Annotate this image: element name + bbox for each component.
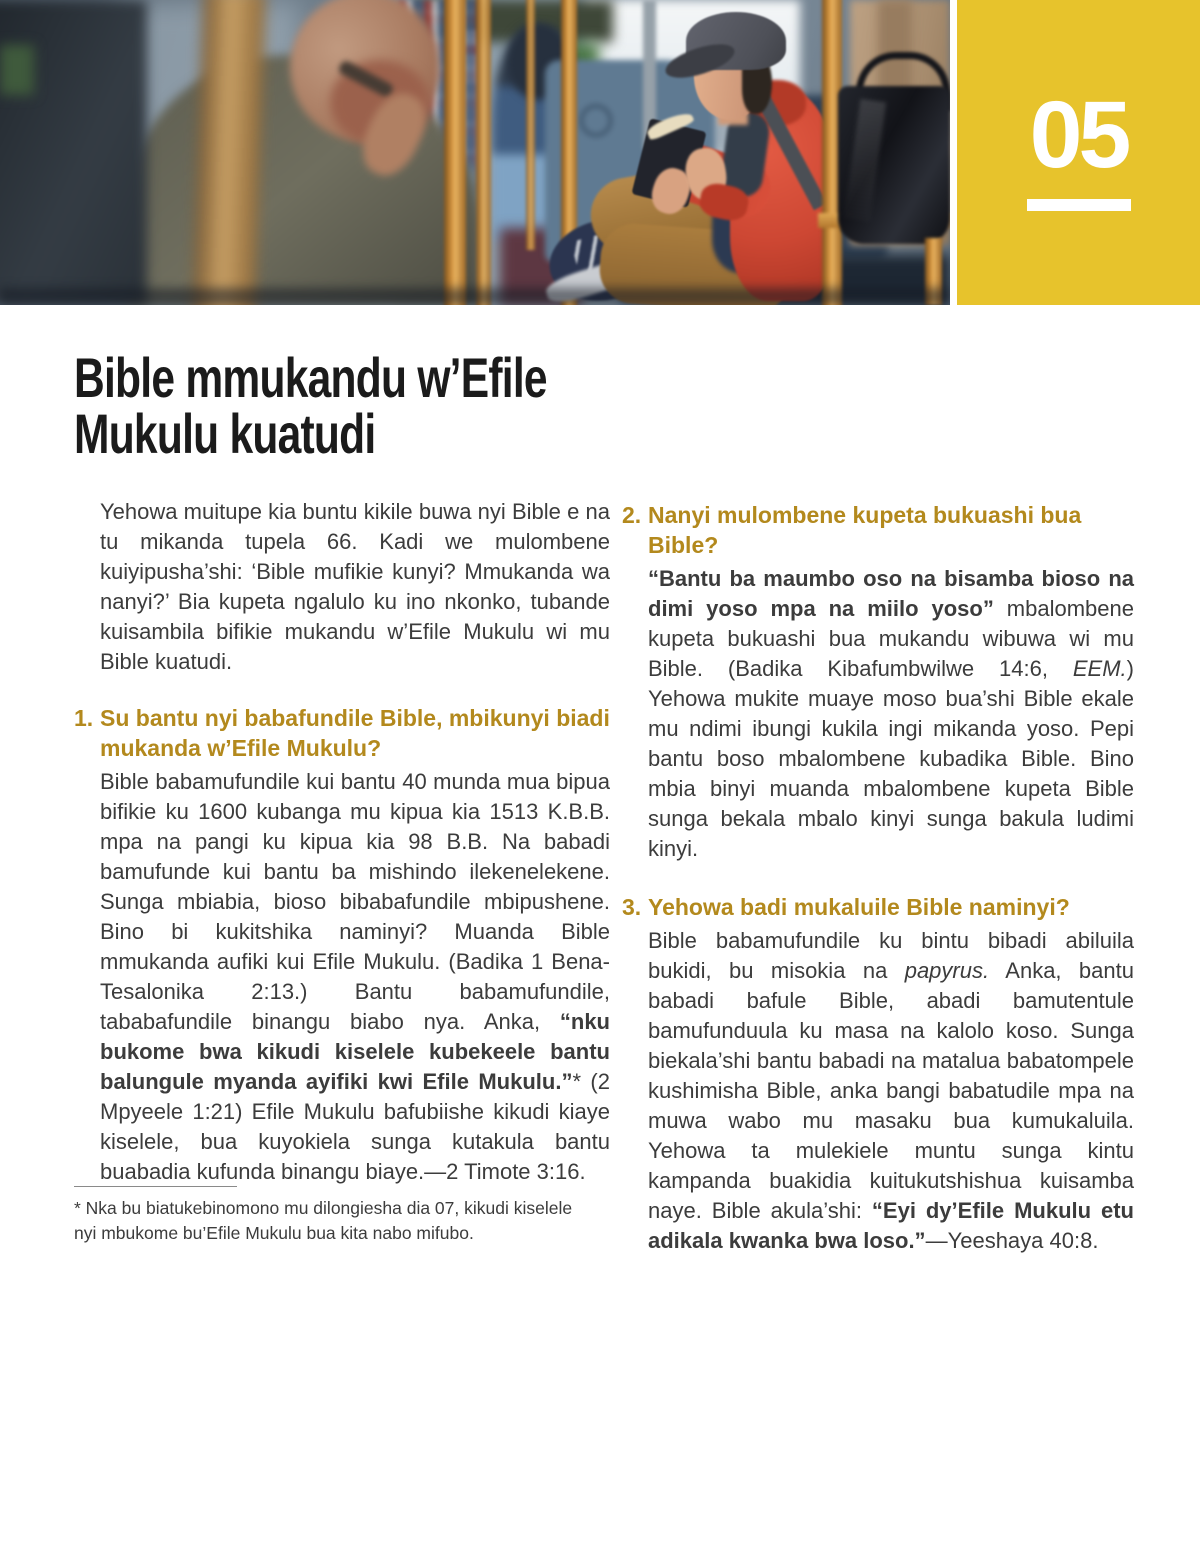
- left-column: [74, 497, 610, 1187]
- answer-run: —Yeeshaya 40:8.: [925, 1228, 1099, 1253]
- question-text: Su bantu nyi babafundile Bible, mbikunyi biadi mukanda w’Efile Mukulu?: [100, 705, 610, 761]
- answer-run: * (2 Mpyeele 1:21) Efile Mukulu bafubiishe kikudi kiaye kiselele, bua kuyokiela sunga kutakula bantu buabadia kufunda binangu biaye.—2 Timote 3:16.: [100, 1069, 610, 1184]
- question-1-heading: [74, 703, 610, 763]
- question-text: Nanyi mulombene kupeta bukuashi bua Bible?: [648, 502, 1082, 558]
- question-2-heading: [622, 500, 1134, 560]
- chapter-block: [957, 0, 1200, 305]
- right-column: [622, 500, 1134, 1256]
- answer-run: Bible babamufundile ku bintu bibadi abiluila bukidi, bu misokia na: [648, 928, 1134, 983]
- answer-run: Anka, bantu babadi bafule Bible, abadi bamutentule bamufunduula ku masa na kalolo koso. Sunga biekala’shi bantu babadi na matalua babatompele kushimisha Bible, anka bangi babatudile mpa na muwa wabo mu masaku bua kumukaluila. Yehowa ta mulekiele muntu sunga kintu kampanda buakidia kuitukutshishua kuisamba naye. Bible akula’shi:: [648, 958, 1134, 1223]
- footnote: [74, 1186, 598, 1246]
- question-number: 1.: [74, 705, 94, 731]
- page-title: Bible mmukandu w’Efile Mukulu kuatudi: [74, 346, 547, 465]
- foreground-pole-blur: [192, 0, 265, 305]
- answer-quote-bold: “Eyi dy’Efile Mukulu etu adikala kwanka bwa loso.”: [648, 1198, 1134, 1253]
- answer-run-italic: papyrus.: [904, 958, 990, 983]
- bus-pole: [476, 0, 491, 305]
- answer-3-paragraph: [648, 926, 1134, 1256]
- question-number: 2.: [622, 502, 642, 528]
- question-3-heading: [622, 892, 1134, 922]
- answer-run: Bible babamufundile kui bantu 40 munda mua bipua bifikie ku 1600 kubanga mu kipua kia 1513 K.B.B. mpa na pangi ku kipua kia 98 B.B. Na babadi bamufunde kui bantu ba mishindo ilekenelekene. Sunga mbiabia, bioso bibabafundile mbipushene. Bino bi kukitshika naminyi? Muanda Bible mmukanda aufiki kui Efile Mukulu. (Badika 1 Bena-Tesalonika 2:13.) Bantu babamufundile, tababafundile binangu biabo nya. Anka,: [100, 769, 610, 1034]
- chapter-underline: [1027, 199, 1131, 211]
- answer-run: mbalombene kupeta bukuashi bua mukandu wibuwa wi mu Bible. (Badika Kibafumbwilwe 14:6,: [648, 596, 1134, 681]
- hero-photo-bus-reader: [0, 0, 950, 305]
- footnote-divider: [74, 1186, 237, 1187]
- answer-quote-bold: “nku bukome bwa kikudi kiselele kubekeele bantu balungule myanda ayifiki kwi Efile Mukulu.”: [100, 1009, 610, 1094]
- bus-pole: [526, 0, 535, 250]
- footnote-text: * Nka bu biatukebinomono mu dilongiesha dia 07, kikudi kiselele nyi mbukome bu’Efile Mukulu bua kita nabo mifubo.: [74, 1198, 573, 1243]
- answer-2-paragraph: [648, 564, 1134, 864]
- question-text: Yehowa badi mukaluile Bible naminyi?: [648, 894, 1070, 920]
- intro-paragraph: [100, 497, 610, 677]
- question-number: 3.: [622, 894, 642, 920]
- chapter-number: 05: [1029, 82, 1128, 188]
- answer-run-italic: EEM.: [1072, 656, 1127, 681]
- green-corner-passenger: [0, 45, 34, 95]
- answer-quote-bold: “Bantu ba maumbo oso na bisamba bioso na dimi yoso mpa na miilo yoso”: [648, 566, 1134, 621]
- answer-1-paragraph: [100, 767, 610, 1187]
- floor-shadow: [0, 288, 950, 305]
- intro-text: Yehowa muitupe kia buntu kikile buwa nyi Bible e na tu mikanda tupela 66. Kadi we mulombene kuiyipusha’shi: ‘Bible mufikie kunyi? Mmukanda wa nanyi?’ Bia kupeta ngalulo ku ino nkonko, tubande kuisambila bifikie mukandu w’Efile Mukulu wi mu Bible kuatudi.: [100, 499, 610, 674]
- bus-pole: [444, 0, 466, 305]
- answer-run: ) Yehowa mukite muaye moso bua’shi Bible ekale mu ndimi ibungi kukila ingi mikanda yoso. Pepi bantu boso mbalombene kubadika Bible. Bino mbia binyi muanda mbalombene kupeta Bible sunga bekala mbalo kinyi sunga bakula ludimi kinyi.: [648, 656, 1134, 861]
